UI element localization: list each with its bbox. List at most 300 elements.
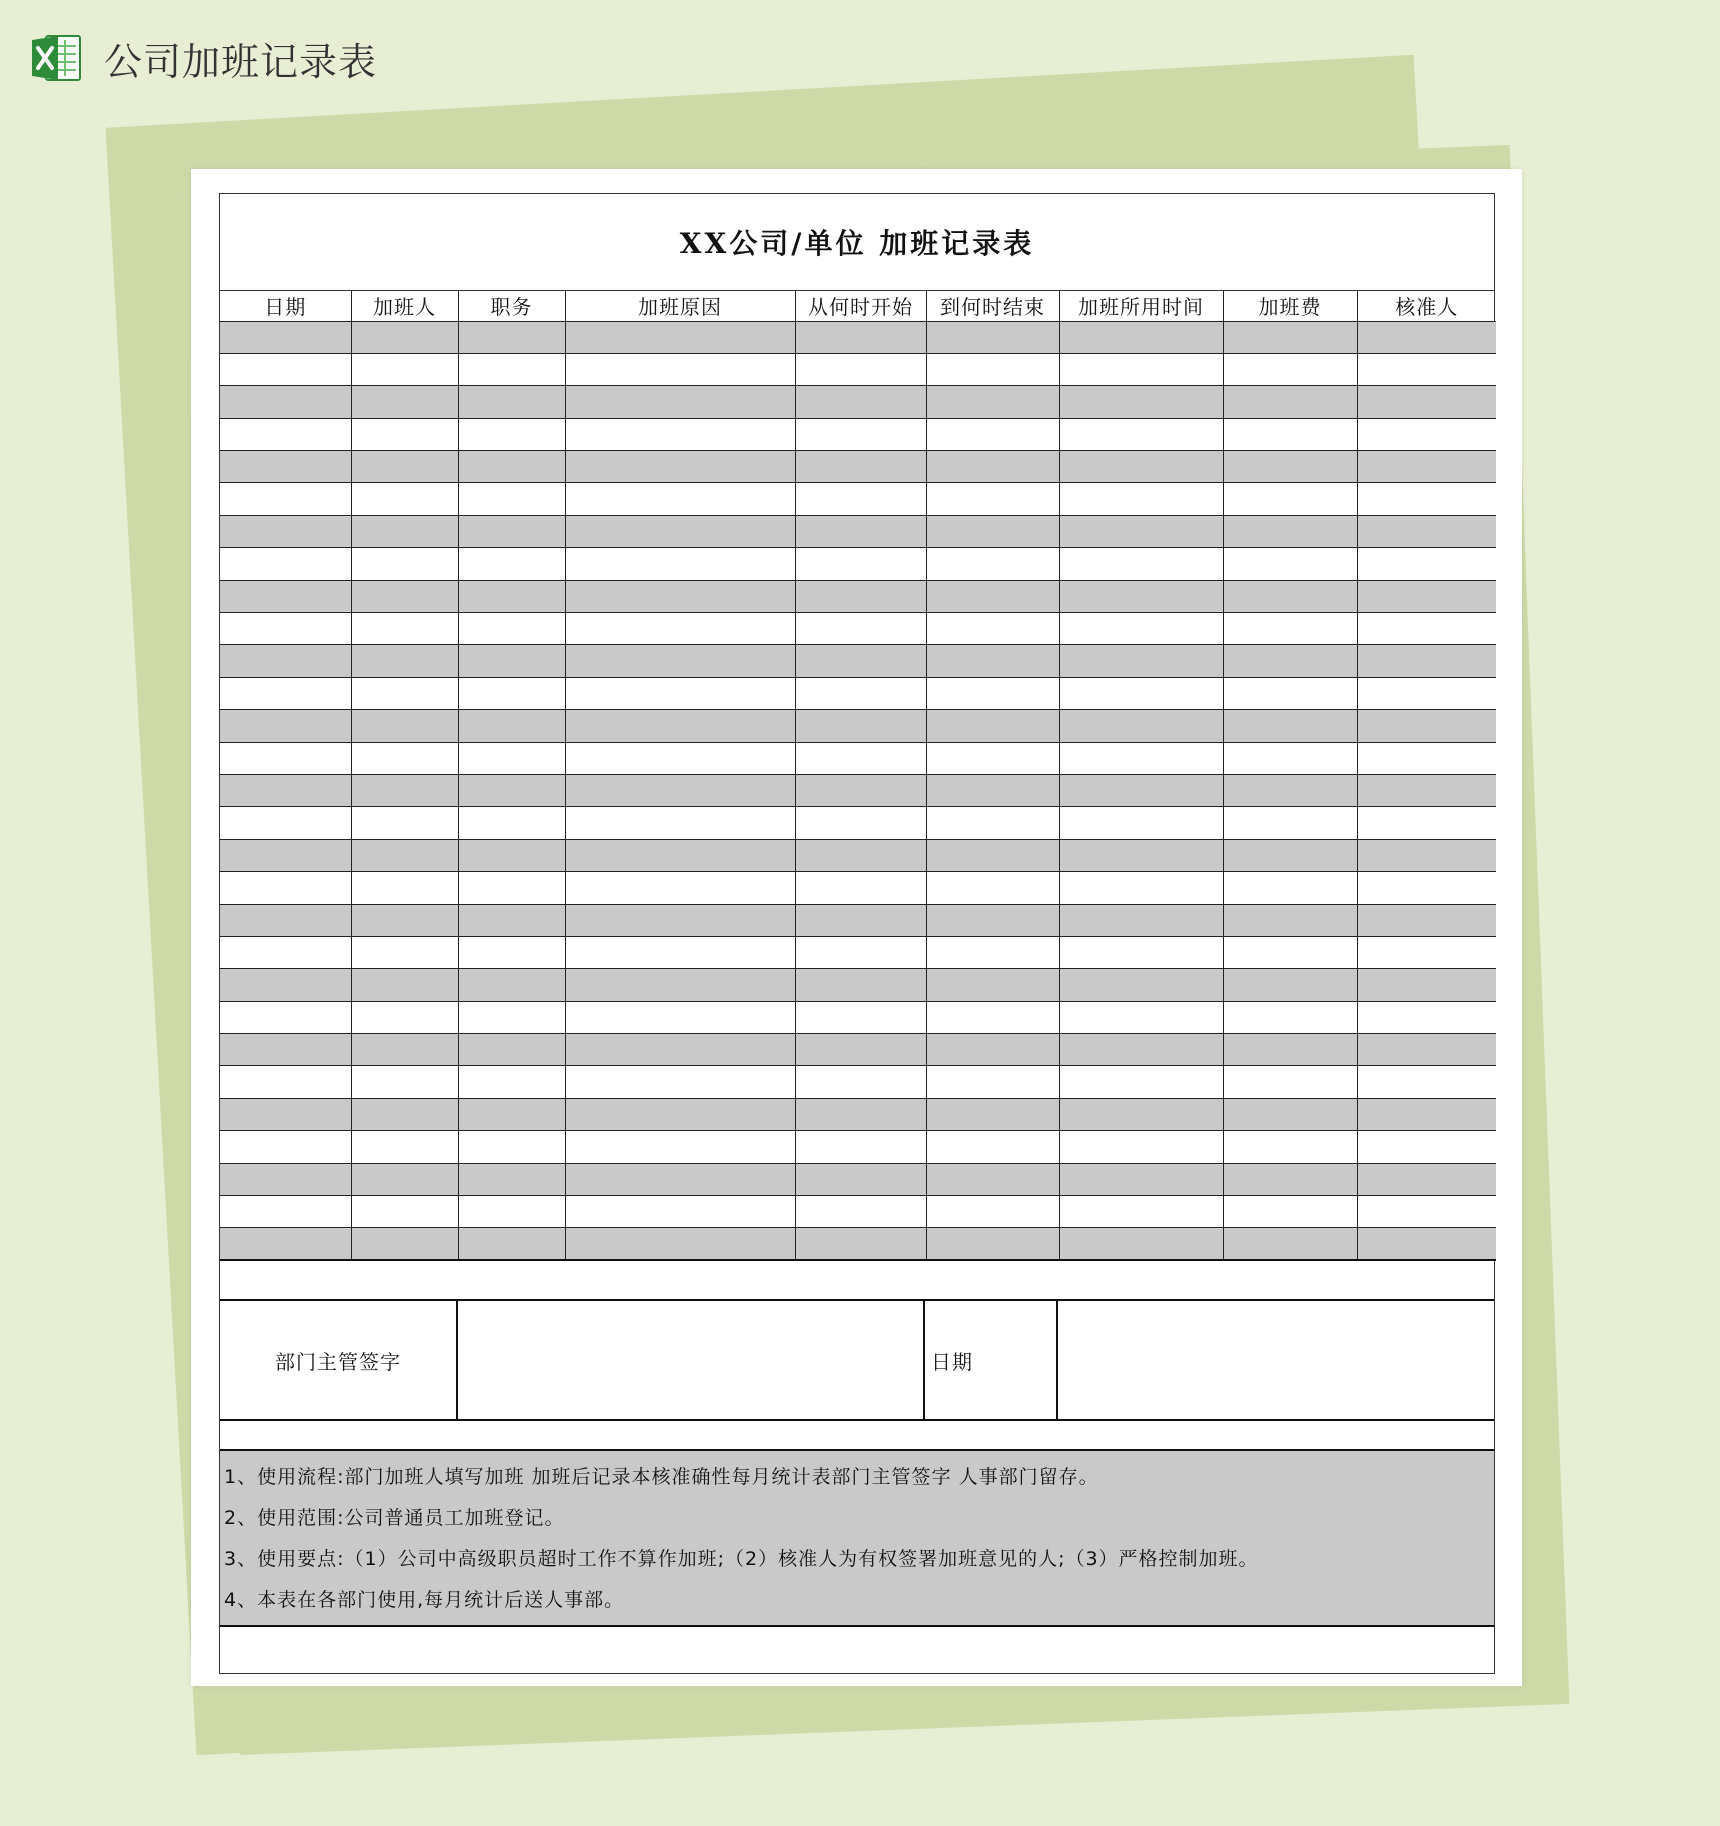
table-cell[interactable] <box>795 1131 926 1163</box>
table-cell[interactable] <box>926 710 1059 742</box>
table-row <box>220 839 1496 871</box>
table-cell[interactable] <box>926 677 1059 709</box>
table-cell[interactable] <box>926 1066 1059 1098</box>
table-cell[interactable] <box>351 1163 458 1195</box>
blank-row-2[interactable] <box>220 1421 1494 1451</box>
table-cell[interactable] <box>926 774 1059 806</box>
table-cell[interactable] <box>351 904 458 936</box>
table-cell[interactable] <box>926 386 1059 418</box>
table-cell[interactable] <box>1223 386 1357 418</box>
col-header-approver: 核准人 <box>1357 291 1496 321</box>
table-cell[interactable] <box>1223 807 1357 839</box>
table-cell[interactable] <box>926 418 1059 450</box>
table-cell[interactable] <box>220 451 351 483</box>
table-cell[interactable] <box>1059 1131 1223 1163</box>
table-cell[interactable] <box>351 1098 458 1130</box>
table-cell[interactable] <box>458 839 565 871</box>
table-row <box>220 386 1496 418</box>
table-cell[interactable] <box>351 1196 458 1228</box>
table-cell[interactable] <box>220 1034 351 1066</box>
table-cell[interactable] <box>458 451 565 483</box>
table-cell[interactable] <box>1059 418 1223 450</box>
table-cell[interactable] <box>926 1228 1059 1260</box>
table-row <box>220 353 1496 385</box>
table-cell[interactable] <box>1059 936 1223 968</box>
table-cell[interactable] <box>926 1131 1059 1163</box>
excel-icon <box>28 30 84 86</box>
table-cell[interactable] <box>458 645 565 677</box>
table-cell[interactable] <box>1357 1001 1496 1033</box>
table-cell[interactable] <box>565 1001 795 1033</box>
table-cell[interactable] <box>1357 872 1496 904</box>
table-cell[interactable] <box>1059 1034 1223 1066</box>
table-cell[interactable] <box>1059 451 1223 483</box>
table-cell[interactable] <box>351 418 458 450</box>
table-cell[interactable] <box>220 742 351 774</box>
table-cell[interactable] <box>351 1034 458 1066</box>
table-cell[interactable] <box>795 1066 926 1098</box>
app-title: 公司加班记录表 <box>104 39 378 84</box>
table-row <box>220 451 1496 483</box>
table-cell[interactable] <box>795 1228 926 1260</box>
table-body <box>220 321 1496 1260</box>
table-cell[interactable] <box>926 839 1059 871</box>
table-cell[interactable] <box>220 936 351 968</box>
table-cell[interactable] <box>220 872 351 904</box>
table-cell[interactable] <box>926 969 1059 1001</box>
table-cell[interactable] <box>220 645 351 677</box>
table-cell[interactable] <box>458 710 565 742</box>
table-cell[interactable] <box>565 936 795 968</box>
table-cell[interactable] <box>220 483 351 515</box>
table-cell[interactable] <box>795 321 926 353</box>
table-cell[interactable] <box>1223 872 1357 904</box>
table-cell[interactable] <box>458 1163 565 1195</box>
table-cell[interactable] <box>1357 677 1496 709</box>
table-cell[interactable] <box>565 774 795 806</box>
table-cell[interactable] <box>1357 710 1496 742</box>
table-cell[interactable] <box>458 418 565 450</box>
table-cell[interactable] <box>1059 386 1223 418</box>
table-cell[interactable] <box>458 515 565 547</box>
table-cell[interactable] <box>351 1228 458 1260</box>
table-cell[interactable] <box>1223 451 1357 483</box>
table-cell[interactable] <box>926 807 1059 839</box>
table-cell[interactable] <box>926 451 1059 483</box>
table-cell[interactable] <box>1223 483 1357 515</box>
table-cell[interactable] <box>458 969 565 1001</box>
table-cell[interactable] <box>1357 483 1496 515</box>
table-cell[interactable] <box>1059 774 1223 806</box>
table-header-row <box>220 291 1496 321</box>
table-cell[interactable] <box>1357 515 1496 547</box>
table-cell[interactable] <box>795 451 926 483</box>
table-cell[interactable] <box>795 353 926 385</box>
table-cell[interactable] <box>1357 321 1496 353</box>
table-cell[interactable] <box>1059 1228 1223 1260</box>
table-cell[interactable] <box>565 872 795 904</box>
table-cell[interactable] <box>795 1163 926 1195</box>
table-cell[interactable] <box>458 580 565 612</box>
table-cell[interactable] <box>926 483 1059 515</box>
table-cell[interactable] <box>220 774 351 806</box>
table-cell[interactable] <box>795 1196 926 1228</box>
col-header-reason: 加班原因 <box>565 291 795 321</box>
table-cell[interactable] <box>1223 1163 1357 1195</box>
table-cell[interactable] <box>565 1196 795 1228</box>
table-cell[interactable] <box>565 710 795 742</box>
table-cell[interactable] <box>565 1034 795 1066</box>
table-cell[interactable] <box>795 418 926 450</box>
table-cell[interactable] <box>220 515 351 547</box>
col-header-duration: 加班所用时间 <box>1059 291 1223 321</box>
supervisor-signature-field[interactable] <box>458 1301 925 1419</box>
table-cell[interactable] <box>795 839 926 871</box>
table-row <box>220 580 1496 612</box>
table-cell[interactable] <box>1223 677 1357 709</box>
overtime-table <box>220 291 1496 1261</box>
table-cell[interactable] <box>926 580 1059 612</box>
table-cell[interactable] <box>1357 451 1496 483</box>
table-cell[interactable] <box>1223 742 1357 774</box>
table-cell[interactable] <box>458 742 565 774</box>
table-cell[interactable] <box>220 580 351 612</box>
table-cell[interactable] <box>1223 1098 1357 1130</box>
table-cell[interactable] <box>565 839 795 871</box>
table-cell[interactable] <box>220 1098 351 1130</box>
table-cell[interactable] <box>220 807 351 839</box>
table-cell[interactable] <box>1059 677 1223 709</box>
table-cell[interactable] <box>351 515 458 547</box>
table-cell[interactable] <box>220 839 351 871</box>
table-cell[interactable] <box>458 1228 565 1260</box>
table-cell[interactable] <box>351 969 458 1001</box>
table-cell[interactable] <box>1357 548 1496 580</box>
table-cell[interactable] <box>565 1131 795 1163</box>
col-header-overtime-pay: 加班费 <box>1223 291 1357 321</box>
note-line: 3、使用要点:（1）公司中高级职员超时工作不算作加班;（2）核准人为有权签署加班意见的人;（3）严格控制加班。 <box>224 1548 1259 1571</box>
table-cell[interactable] <box>351 807 458 839</box>
table-cell[interactable] <box>795 613 926 645</box>
table-cell[interactable] <box>220 969 351 1001</box>
table-cell[interactable] <box>926 904 1059 936</box>
table-cell[interactable] <box>926 515 1059 547</box>
table-cell[interactable] <box>795 677 926 709</box>
table-row <box>220 677 1496 709</box>
table-cell[interactable] <box>458 872 565 904</box>
table-cell[interactable] <box>565 1228 795 1260</box>
table-cell[interactable] <box>1357 1098 1496 1130</box>
table-cell[interactable] <box>926 353 1059 385</box>
table-cell[interactable] <box>1357 580 1496 612</box>
col-header-position: 职务 <box>458 291 565 321</box>
table-cell[interactable] <box>1223 710 1357 742</box>
table-cell[interactable] <box>220 1001 351 1033</box>
table-cell[interactable] <box>795 936 926 968</box>
table-cell[interactable] <box>220 321 351 353</box>
table-cell[interactable] <box>565 580 795 612</box>
table-cell[interactable] <box>1059 483 1223 515</box>
table-cell[interactable] <box>458 613 565 645</box>
table-cell[interactable] <box>1059 1001 1223 1033</box>
table-cell[interactable] <box>565 742 795 774</box>
table-cell[interactable] <box>458 936 565 968</box>
table-cell[interactable] <box>565 386 795 418</box>
table-cell[interactable] <box>795 483 926 515</box>
table-cell[interactable] <box>220 386 351 418</box>
table-cell[interactable] <box>1223 1034 1357 1066</box>
table-cell[interactable] <box>1059 580 1223 612</box>
table-cell[interactable] <box>220 677 351 709</box>
table-cell[interactable] <box>458 677 565 709</box>
table-cell[interactable] <box>1059 1196 1223 1228</box>
signature-date-field[interactable] <box>1058 1301 1494 1419</box>
table-cell[interactable] <box>1223 548 1357 580</box>
table-cell[interactable] <box>1059 839 1223 871</box>
table-cell[interactable] <box>1059 1163 1223 1195</box>
table-cell[interactable] <box>795 580 926 612</box>
table-cell[interactable] <box>1059 548 1223 580</box>
table-cell[interactable] <box>565 1098 795 1130</box>
table-cell[interactable] <box>351 872 458 904</box>
table-cell[interactable] <box>458 386 565 418</box>
table-cell[interactable] <box>351 451 458 483</box>
table-cell[interactable] <box>1059 710 1223 742</box>
table-cell[interactable] <box>795 807 926 839</box>
table-cell[interactable] <box>220 710 351 742</box>
table-cell[interactable] <box>1059 742 1223 774</box>
table-cell[interactable] <box>1059 807 1223 839</box>
table-cell[interactable] <box>926 645 1059 677</box>
col-header-date: 日期 <box>220 291 351 321</box>
table-cell[interactable] <box>795 904 926 936</box>
table-cell[interactable] <box>1059 904 1223 936</box>
table-cell[interactable] <box>220 1131 351 1163</box>
table-cell[interactable] <box>1357 613 1496 645</box>
table-cell[interactable] <box>565 1163 795 1195</box>
table-cell[interactable] <box>1223 1131 1357 1163</box>
table-cell[interactable] <box>351 321 458 353</box>
table-cell[interactable] <box>795 645 926 677</box>
note-line: 1、使用流程:部门加班人填写加班 加班后记录本核准确性每月统计表部门主管签字 人事部门留存。 <box>224 1466 1099 1489</box>
table-row <box>220 613 1496 645</box>
table-cell[interactable] <box>795 386 926 418</box>
table-cell[interactable] <box>351 1131 458 1163</box>
table-cell[interactable] <box>1357 1034 1496 1066</box>
table-cell[interactable] <box>926 548 1059 580</box>
table-cell[interactable] <box>1357 1196 1496 1228</box>
table-cell[interactable] <box>220 1066 351 1098</box>
table-cell[interactable] <box>565 451 795 483</box>
table-cell[interactable] <box>926 1196 1059 1228</box>
table-cell[interactable] <box>1357 1163 1496 1195</box>
table-cell[interactable] <box>1223 645 1357 677</box>
table-cell[interactable] <box>458 1098 565 1130</box>
table-cell[interactable] <box>795 710 926 742</box>
table-cell[interactable] <box>795 548 926 580</box>
table-cell[interactable] <box>458 321 565 353</box>
table-cell[interactable] <box>565 515 795 547</box>
table-cell[interactable] <box>1059 1098 1223 1130</box>
col-header-start-time: 从何时开始 <box>795 291 926 321</box>
table-cell[interactable] <box>458 353 565 385</box>
table-cell[interactable] <box>1223 1001 1357 1033</box>
footer-blank-row[interactable] <box>220 1627 1494 1673</box>
table-cell[interactable] <box>1357 839 1496 871</box>
table-cell[interactable] <box>220 1163 351 1195</box>
table-cell[interactable] <box>1223 936 1357 968</box>
table-row <box>220 515 1496 547</box>
table-cell[interactable] <box>926 872 1059 904</box>
table-cell[interactable] <box>458 1034 565 1066</box>
table-cell[interactable] <box>220 1228 351 1260</box>
table-cell[interactable] <box>1223 1196 1357 1228</box>
table-cell[interactable] <box>1357 1131 1496 1163</box>
table-cell[interactable] <box>351 839 458 871</box>
table-cell[interactable] <box>1223 839 1357 871</box>
table-cell[interactable] <box>351 710 458 742</box>
table-cell[interactable] <box>1223 321 1357 353</box>
table-cell[interactable] <box>565 969 795 1001</box>
table-cell[interactable] <box>565 418 795 450</box>
table-cell[interactable] <box>1059 645 1223 677</box>
table-cell[interactable] <box>926 321 1059 353</box>
table-cell[interactable] <box>458 1196 565 1228</box>
table-cell[interactable] <box>351 353 458 385</box>
table-cell[interactable] <box>458 774 565 806</box>
table-cell[interactable] <box>1357 386 1496 418</box>
table-cell[interactable] <box>565 353 795 385</box>
table-cell[interactable] <box>1223 1066 1357 1098</box>
table-cell[interactable] <box>351 483 458 515</box>
table-cell[interactable] <box>351 580 458 612</box>
table-cell[interactable] <box>458 807 565 839</box>
table-cell[interactable] <box>795 774 926 806</box>
table-cell[interactable] <box>1223 515 1357 547</box>
table-cell[interactable] <box>565 677 795 709</box>
table-cell[interactable] <box>458 483 565 515</box>
table-cell[interactable] <box>926 613 1059 645</box>
table-cell[interactable] <box>351 1066 458 1098</box>
table-cell[interactable] <box>1223 904 1357 936</box>
table-cell[interactable] <box>1059 613 1223 645</box>
table-cell[interactable] <box>795 515 926 547</box>
table-cell[interactable] <box>1223 418 1357 450</box>
table-cell[interactable] <box>351 645 458 677</box>
table-cell[interactable] <box>1357 807 1496 839</box>
table-cell[interactable] <box>351 1001 458 1033</box>
table-cell[interactable] <box>565 645 795 677</box>
table-cell[interactable] <box>220 904 351 936</box>
table-row <box>220 969 1496 1001</box>
table-cell[interactable] <box>1059 969 1223 1001</box>
table-cell[interactable] <box>458 904 565 936</box>
table-cell[interactable] <box>351 548 458 580</box>
table-cell[interactable] <box>1357 1066 1496 1098</box>
blank-row[interactable] <box>220 1261 1494 1301</box>
table-cell[interactable] <box>220 353 351 385</box>
table-cell[interactable] <box>1223 353 1357 385</box>
table-cell[interactable] <box>1357 904 1496 936</box>
table-cell[interactable] <box>351 386 458 418</box>
table-cell[interactable] <box>220 548 351 580</box>
table-cell[interactable] <box>1357 1228 1496 1260</box>
table-cell[interactable] <box>795 1001 926 1033</box>
table-cell[interactable] <box>351 936 458 968</box>
table-cell[interactable] <box>1223 1228 1357 1260</box>
table-cell[interactable] <box>1059 353 1223 385</box>
table-cell[interactable] <box>351 774 458 806</box>
table-cell[interactable] <box>565 548 795 580</box>
table-cell[interactable] <box>1357 742 1496 774</box>
table-cell[interactable] <box>1357 936 1496 968</box>
note-line: 2、使用范围:公司普通员工加班登记。 <box>224 1507 565 1530</box>
table-cell[interactable] <box>1059 872 1223 904</box>
table-cell[interactable] <box>926 1001 1059 1033</box>
table-cell[interactable] <box>926 1163 1059 1195</box>
table-cell[interactable] <box>1223 580 1357 612</box>
table-cell[interactable] <box>1223 613 1357 645</box>
table-cell[interactable] <box>795 969 926 1001</box>
table-row <box>220 774 1496 806</box>
table-cell[interactable] <box>565 613 795 645</box>
table-cell[interactable] <box>565 807 795 839</box>
table-cell[interactable] <box>1357 418 1496 450</box>
table-cell[interactable] <box>1059 321 1223 353</box>
form-title: XX公司/单位 加班记录表 <box>220 194 1494 291</box>
table-row <box>220 936 1496 968</box>
table-cell[interactable] <box>351 613 458 645</box>
table-cell[interactable] <box>795 1034 926 1066</box>
usage-notes <box>220 1451 1494 1627</box>
table-cell[interactable] <box>1357 969 1496 1001</box>
table-cell[interactable] <box>220 613 351 645</box>
table-cell[interactable] <box>565 321 795 353</box>
table-cell[interactable] <box>926 1098 1059 1130</box>
table-row <box>220 321 1496 353</box>
overtime-form <box>219 193 1495 1674</box>
table-cell[interactable] <box>1357 353 1496 385</box>
table-cell[interactable] <box>926 742 1059 774</box>
table-cell[interactable] <box>351 742 458 774</box>
table-cell[interactable] <box>926 936 1059 968</box>
table-cell[interactable] <box>795 742 926 774</box>
table-cell[interactable] <box>795 872 926 904</box>
table-cell[interactable] <box>458 1131 565 1163</box>
table-cell[interactable] <box>1223 969 1357 1001</box>
table-cell[interactable] <box>1059 1066 1223 1098</box>
table-cell[interactable] <box>795 1098 926 1130</box>
table-cell[interactable] <box>926 1034 1059 1066</box>
table-cell[interactable] <box>220 1196 351 1228</box>
table-cell[interactable] <box>1357 645 1496 677</box>
table-cell[interactable] <box>351 677 458 709</box>
table-row <box>220 1066 1496 1098</box>
table-row <box>220 872 1496 904</box>
table-cell[interactable] <box>565 1066 795 1098</box>
table-cell[interactable] <box>1223 774 1357 806</box>
table-cell[interactable] <box>458 548 565 580</box>
table-row <box>220 548 1496 580</box>
table-cell[interactable] <box>458 1066 565 1098</box>
table-cell[interactable] <box>458 1001 565 1033</box>
table-cell[interactable] <box>565 483 795 515</box>
app-header <box>28 28 377 88</box>
table-cell[interactable] <box>220 418 351 450</box>
table-cell[interactable] <box>1059 515 1223 547</box>
table-cell[interactable] <box>1357 774 1496 806</box>
table-cell[interactable] <box>565 904 795 936</box>
